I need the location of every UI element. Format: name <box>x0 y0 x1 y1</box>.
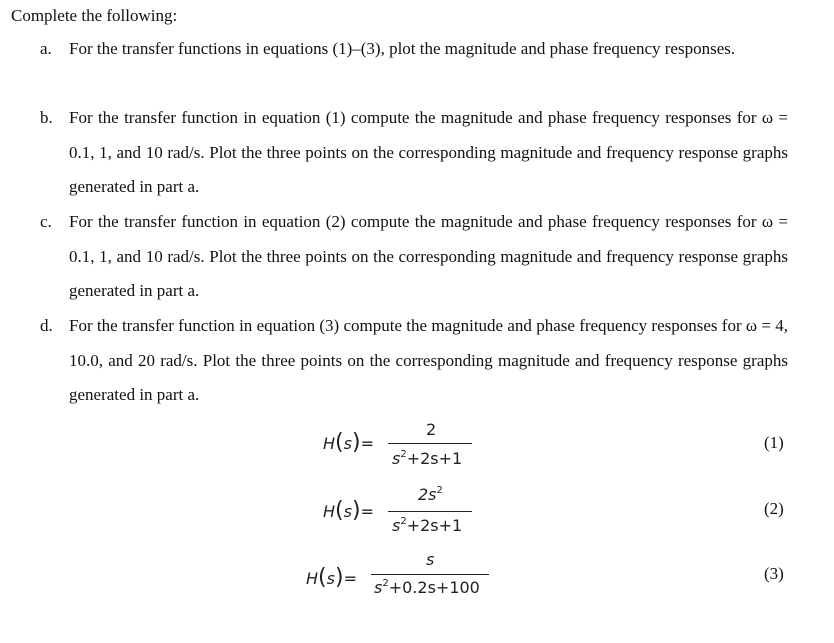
equation-denominator: $s^2+0.2s+100$ <box>374 578 480 597</box>
fraction-line <box>371 574 489 575</box>
item-text: For the transfer functions in equations (1)–(3), plot the magnitude and phase frequency responses. <box>69 39 736 58</box>
list-item-d <box>0 309 834 413</box>
item-text: For the transfer function in equation (3) compute the magnitude and phase frequency responses for ω = 4, 10.0, and 20 rad/s. Plot the three points on the corresponding magnitude and frequency response graphs generated in part a. <box>69 316 788 404</box>
intro-text: Complete the following: <box>11 6 178 25</box>
equation-numerator: 2 <box>426 420 437 439</box>
item-text: For the transfer function in equation (2) compute the magnitude and phase frequency responses for ω = 0.1, 1, and 10 rad/s. Plot the three points on the corresponding magnitude and frequency response graphs generated in part a. <box>69 212 788 300</box>
equation-lhs: H(s)= <box>306 565 357 590</box>
item-letter: a. <box>40 39 52 58</box>
equation-number: (3) <box>764 564 784 583</box>
equation-number: (2) <box>764 499 784 518</box>
equation-number: (1) <box>764 433 784 452</box>
equation-numerator: s <box>426 550 435 569</box>
list-item-b <box>0 101 834 205</box>
item-letter: d. <box>40 316 53 335</box>
item-letter: c. <box>40 212 52 231</box>
equation-lhs: H(s)= <box>323 498 374 523</box>
equation-numerator: $2s^2$ <box>418 485 443 504</box>
equation-lhs: H(s)= <box>323 430 374 455</box>
equation-denominator: $s^2+2s+1$ <box>392 449 463 468</box>
item-text: For the transfer function in equation (1) compute the magnitude and phase frequency responses for ω = 0.1, 1, and 10 rad/s. Plot the three points on the corresponding magnitude and frequency response graphs generated in part a. <box>69 108 788 196</box>
equation-denominator: $s^2+2s+1$ <box>392 516 463 535</box>
list-item-a <box>0 32 834 101</box>
item-letter: b. <box>40 108 53 127</box>
list-item-c <box>0 205 834 309</box>
fraction-line <box>388 443 472 444</box>
fraction-line <box>388 511 472 512</box>
